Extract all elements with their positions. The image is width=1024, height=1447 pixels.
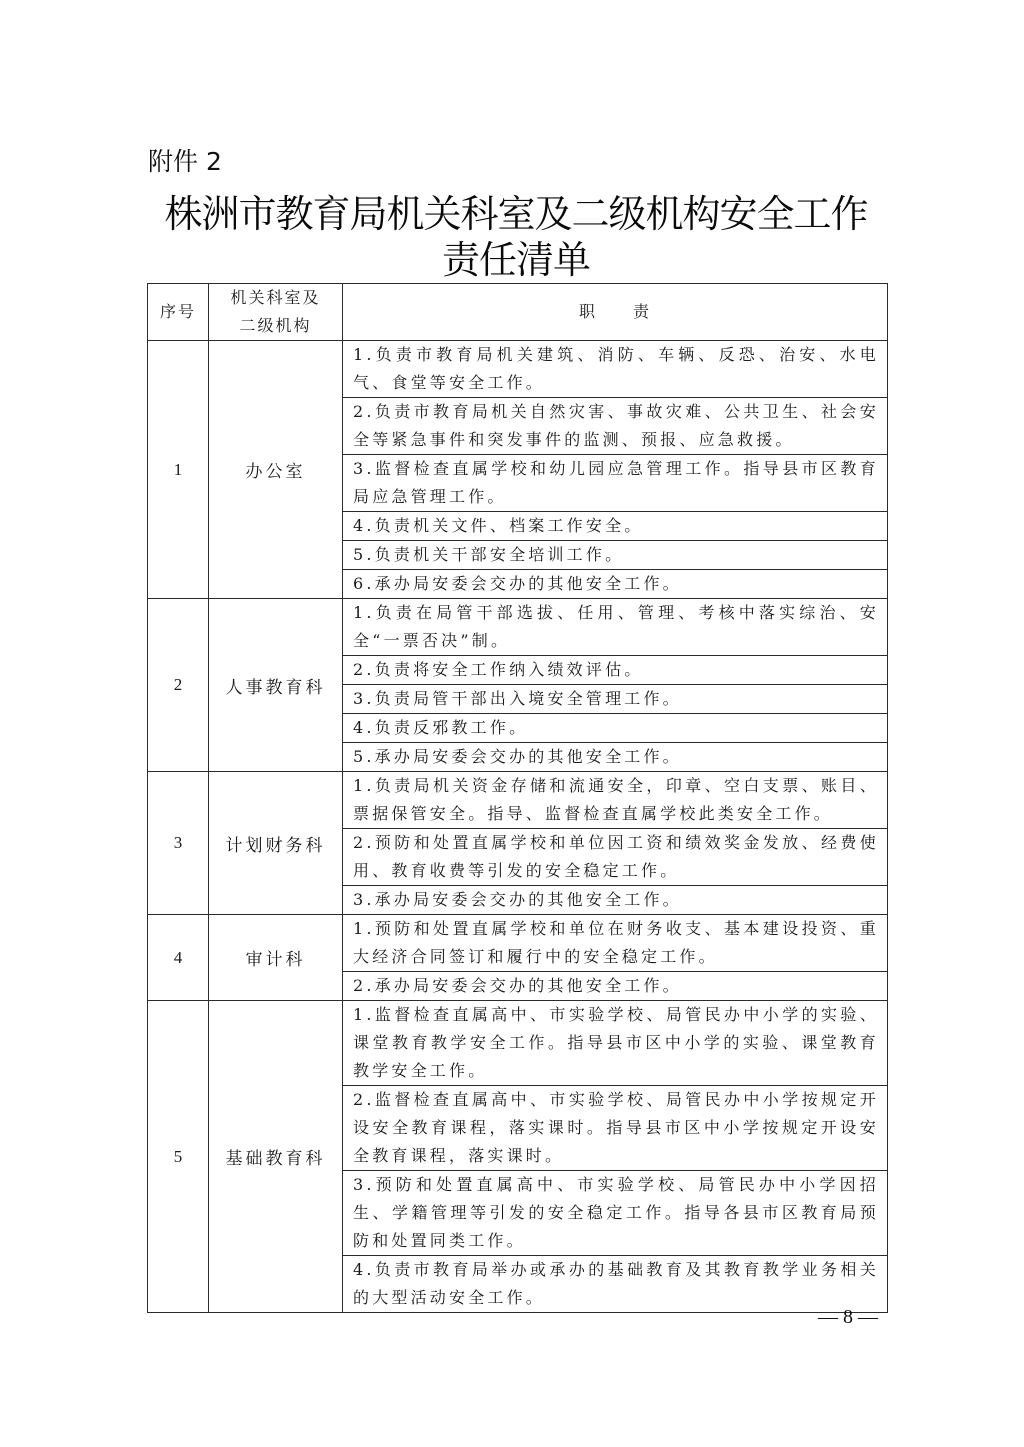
duty-item: 2.负责市教育局机关自然灾害、事故灾难、公共卫生、社会安全等紧急事件和突发事件的监测、预报、应急救援。 bbox=[343, 398, 888, 455]
table-row bbox=[148, 915, 888, 972]
duty-item: 1.负责局机关资金存储和流通安全，印章、空白支票、账目、票据保管安全。指导、监督检查直属学校此类安全工作。 bbox=[343, 772, 888, 829]
duty-item: 3.负责局管干部出入境安全管理工作。 bbox=[343, 685, 888, 714]
document-title-line2: 责任清单 bbox=[441, 238, 590, 282]
table-row bbox=[148, 341, 888, 398]
header-duties: 职 责 bbox=[343, 284, 888, 341]
page-number: — 8 — bbox=[818, 1306, 878, 1328]
duty-item: 6.承办局安委会交办的其他安全工作。 bbox=[343, 570, 888, 599]
row-dept: 人事教育科 bbox=[209, 599, 343, 772]
duty-item: 1.负责市教育局机关建筑、消防、车辆、反恐、治安、水电气、食堂等安全工作。 bbox=[343, 341, 888, 398]
table-row bbox=[148, 599, 888, 656]
row-index: 4 bbox=[148, 915, 209, 1001]
duty-item: 2.承办局安委会交办的其他安全工作。 bbox=[343, 972, 888, 1001]
header-dept-line1: 机关科室及 bbox=[230, 288, 321, 307]
duty-item: 3.监督检查直属学校和幼儿园应急管理工作。指导县市区教育局应急管理工作。 bbox=[343, 455, 888, 512]
duty-item: 4.负责反邪教工作。 bbox=[343, 714, 888, 743]
row-index: 2 bbox=[148, 599, 209, 772]
row-index: 1 bbox=[148, 341, 209, 599]
duty-item: 5.负责机关干部安全培训工作。 bbox=[343, 541, 888, 570]
header-dept bbox=[209, 284, 343, 341]
duty-item: 3.预防和处置直属高中、市实验学校、局管民办中小学因招生、学籍管理等引发的安全稳定工作。指导各县市区教育局预防和处置同类工作。 bbox=[343, 1171, 888, 1256]
header-dept-line2: 二级机构 bbox=[239, 316, 312, 335]
row-dept: 审计科 bbox=[209, 915, 343, 1001]
duty-item: 3.承办局安委会交办的其他安全工作。 bbox=[343, 886, 888, 915]
duty-item: 1.预防和处置直属学校和单位在财务收支、基本建设投资、重大经济合同签订和履行中的安全稳定工作。 bbox=[343, 915, 888, 972]
duty-item: 2.负责将安全工作纳入绩效评估。 bbox=[343, 656, 888, 685]
duty-item: 4.负责市教育局举办或承办的基础教育及其教育教学业务相关的大型活动安全工作。 bbox=[343, 1256, 888, 1313]
duty-item: 5.承办局安委会交办的其他安全工作。 bbox=[343, 743, 888, 772]
row-dept: 基础教育科 bbox=[209, 1001, 343, 1313]
duty-item: 2.监督检查直属高中、市实验学校、局管民办中小学按规定开设安全教育课程，落实课时。指导县市区中小学按规定开设安全教育课程，落实课时。 bbox=[343, 1086, 888, 1171]
table-header-row bbox=[148, 284, 888, 341]
attachment-label: 附件 2 bbox=[148, 147, 222, 176]
duty-item: 4.负责机关文件、档案工作安全。 bbox=[343, 512, 888, 541]
row-index: 5 bbox=[148, 1001, 209, 1313]
duty-item: 1.负责在局管干部选拔、任用、管理、考核中落实综治、安全“一票否决”制。 bbox=[343, 599, 888, 656]
table-row bbox=[148, 772, 888, 829]
row-dept: 办公室 bbox=[209, 341, 343, 599]
duty-item: 2.预防和处置直属学校和单位因工资和绩效奖金发放、经费使用、教育收费等引发的安全稳定工作。 bbox=[343, 829, 888, 886]
header-index: 序号 bbox=[148, 284, 209, 341]
document-title-line1: 株洲市教育局机关科室及二级机构安全工作 bbox=[164, 192, 868, 236]
row-dept: 计划财务科 bbox=[209, 772, 343, 915]
row-index: 3 bbox=[148, 772, 209, 915]
duty-item: 1.监督检查直属高中、市实验学校、局管民办中小学的实验、课堂教育教学安全工作。指导县市区中小学的实验、课堂教育教学安全工作。 bbox=[343, 1001, 888, 1086]
responsibility-table bbox=[147, 283, 888, 1313]
table-row bbox=[148, 1001, 888, 1086]
